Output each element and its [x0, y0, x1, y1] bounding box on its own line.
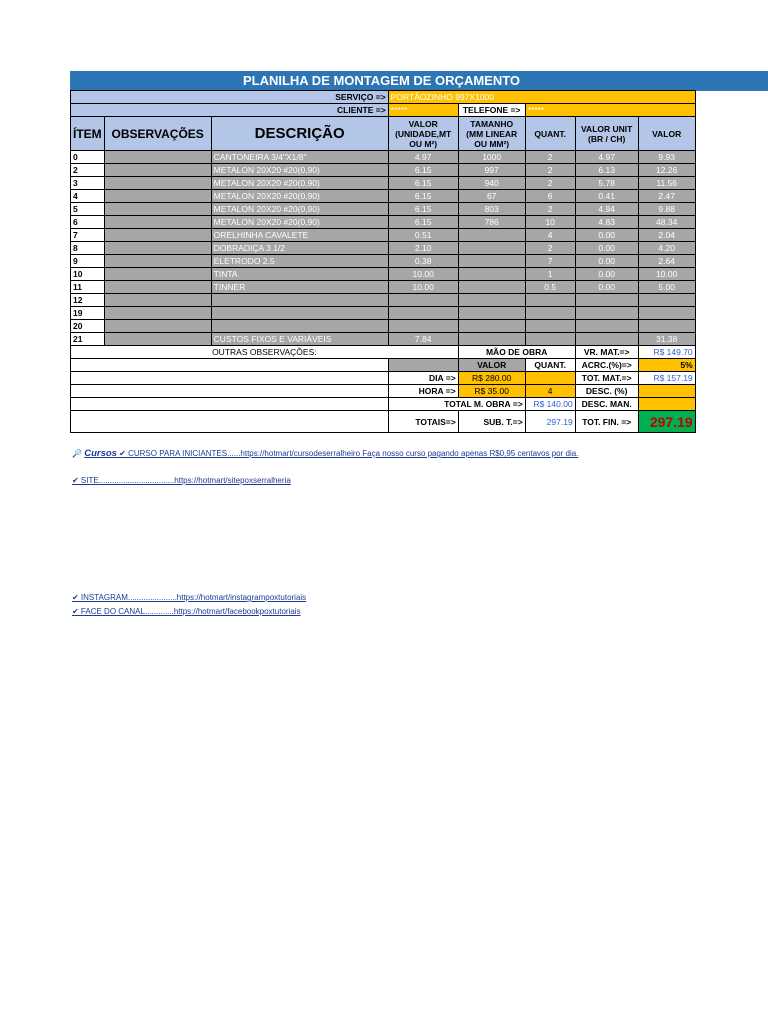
cell-tam[interactable]: 67 — [458, 190, 525, 203]
sub-t-value: 297.19 — [525, 411, 575, 433]
cell-vu[interactable] — [388, 320, 458, 333]
servico-field[interactable]: PORTÃOZINHO 997X1000 — [388, 91, 695, 104]
cell-vunit[interactable] — [575, 307, 638, 320]
header-valor-unit: VALOR UNIT (BR / CH) — [575, 117, 638, 151]
cell-q[interactable] — [525, 333, 575, 346]
cell-q[interactable]: 2 — [525, 203, 575, 216]
cell-q[interactable]: 2 — [525, 242, 575, 255]
cell-item: 5 — [71, 203, 105, 216]
cell-vunit[interactable]: 0.00 — [575, 268, 638, 281]
vr-mat-value: R$ 149.70 — [638, 346, 695, 359]
cell-vu[interactable] — [388, 307, 458, 320]
total-mo-value: R$ 140.00 — [525, 398, 575, 411]
cliente-label: CLIENTE => — [71, 104, 389, 117]
cell-q[interactable]: 1 — [525, 268, 575, 281]
table-row — [71, 242, 696, 255]
cell-valor[interactable]: 11.56 — [638, 177, 695, 190]
dia-field[interactable]: R$ 280.00 — [458, 372, 525, 385]
cell-valor[interactable]: 2.64 — [638, 255, 695, 268]
cell-desc[interactable]: ELETRODO 2.5 — [211, 255, 388, 268]
cell-obs[interactable] — [104, 216, 211, 229]
header-desc: DESCRIÇÃO — [211, 117, 388, 151]
cell-item: 6 — [71, 216, 105, 229]
cell-obs[interactable] — [104, 242, 211, 255]
cell-vu[interactable]: 10.00 — [388, 268, 458, 281]
table-row — [71, 307, 696, 320]
cell-q[interactable]: 7 — [525, 255, 575, 268]
cell-vu[interactable]: 10.00 — [388, 281, 458, 294]
cell-obs[interactable] — [104, 333, 211, 346]
cell-vunit[interactable] — [575, 333, 638, 346]
table-row — [71, 190, 696, 203]
item-rows — [71, 151, 696, 346]
cell-vunit[interactable]: 6.13 — [575, 164, 638, 177]
cell-vunit[interactable]: 0.00 — [575, 229, 638, 242]
cell-vu[interactable] — [388, 294, 458, 307]
cell-item: 4 — [71, 190, 105, 203]
header-row — [71, 117, 696, 151]
cell-vunit[interactable] — [575, 294, 638, 307]
cell-tam[interactable]: 940 — [458, 177, 525, 190]
cell-valor[interactable]: 2.47 — [638, 190, 695, 203]
cursos-link[interactable]: ✔ CURSO PARA INICIANTES......https://hotmart/cursodeserralheiro Faça nosso curso pagando apenas R$0,95 centavos por dia. — [119, 449, 579, 458]
site-line[interactable] — [72, 476, 291, 485]
instagram-line[interactable] — [72, 593, 306, 602]
cliente-field[interactable]: ***** — [388, 104, 458, 117]
cell-desc[interactable] — [211, 320, 388, 333]
cell-valor[interactable]: 9.93 — [638, 151, 695, 164]
cell-tam[interactable]: 803 — [458, 203, 525, 216]
cell-tam[interactable] — [458, 242, 525, 255]
cell-vunit[interactable]: 0.00 — [575, 281, 638, 294]
cell-q[interactable]: 2 — [525, 164, 575, 177]
cell-vu[interactable]: 0.51 — [388, 229, 458, 242]
header-item: ÍTEM — [71, 117, 105, 151]
table-row — [71, 177, 696, 190]
cell-q[interactable]: 10 — [525, 216, 575, 229]
vr-mat-label: VR. MAT.=> — [575, 346, 638, 359]
tot-mat-label: TOT. MAT.=> — [575, 372, 638, 385]
cell-desc[interactable]: TINNER — [211, 281, 388, 294]
search-icon: 🔎 — [72, 449, 82, 458]
cell-vunit[interactable]: 4.83 — [575, 216, 638, 229]
cell-valor[interactable] — [638, 320, 695, 333]
table-row — [71, 281, 696, 294]
cell-obs[interactable] — [104, 294, 211, 307]
obs-line-2[interactable] — [71, 372, 389, 385]
cell-valor[interactable]: 4.20 — [638, 242, 695, 255]
cell-vunit[interactable]: 4.94 — [575, 203, 638, 216]
cell-obs[interactable] — [104, 255, 211, 268]
cell-obs[interactable] — [104, 190, 211, 203]
cell-item: 21 — [71, 333, 105, 346]
cell-desc[interactable]: METALON 20X20 #20(0,90) — [211, 190, 388, 203]
hora-label: HORA => — [388, 385, 458, 398]
cell-obs[interactable] — [104, 177, 211, 190]
obs-line-1[interactable] — [71, 359, 389, 372]
telefone-field[interactable]: ***** — [525, 104, 695, 117]
servico-label: SERVIÇO => — [335, 92, 386, 102]
cell-desc[interactable]: METALON 20X20 #20(0,90) — [211, 216, 388, 229]
obs-line-3[interactable] — [71, 385, 389, 398]
cell-tam[interactable] — [458, 307, 525, 320]
cell-vu[interactable]: 7.84 — [388, 333, 458, 346]
cell-valor[interactable] — [638, 294, 695, 307]
cell-tam[interactable] — [458, 255, 525, 268]
table-row — [71, 164, 696, 177]
obs-line-4[interactable] — [71, 398, 389, 411]
cell-vunit[interactable]: 4.97 — [575, 151, 638, 164]
cell-vu[interactable]: 6.15 — [388, 177, 458, 190]
tot-mat-value: R$ 157.19 — [638, 372, 695, 385]
cell-tam[interactable]: 786 — [458, 216, 525, 229]
servico-label-cell — [71, 91, 389, 104]
summary-row-2 — [71, 359, 696, 372]
cell-item: 3 — [71, 177, 105, 190]
dia-label: DIA => — [388, 372, 458, 385]
servico-row — [71, 91, 696, 104]
cell-desc[interactable] — [211, 307, 388, 320]
cell-valor[interactable]: 5.00 — [638, 281, 695, 294]
cell-vunit[interactable] — [575, 320, 638, 333]
cell-desc[interactable]: CUSTOS FIXOS E VARIÁVEIS — [211, 333, 388, 346]
header-valor-unid: VALOR (UNIDADE,MT OU M²) — [388, 117, 458, 151]
obs-line-5[interactable] — [71, 411, 389, 433]
cell-desc[interactable]: METALON 20X20 #20(0,90) — [211, 177, 388, 190]
summary-row-6 — [71, 411, 696, 433]
title-banner — [70, 71, 768, 91]
cell-vu[interactable]: 4.97 — [388, 151, 458, 164]
quant-label: QUANT. — [525, 359, 575, 372]
table-row — [71, 203, 696, 216]
cell-obs[interactable] — [104, 151, 211, 164]
desc-man-label: DESC. MAN. — [575, 398, 638, 411]
cell-desc[interactable]: ORELHINHA CAVALETE — [211, 229, 388, 242]
cell-item: 12 — [71, 294, 105, 307]
face-line[interactable] — [72, 607, 301, 616]
cell-desc[interactable]: DOBRADIÇA 3.1/2 — [211, 242, 388, 255]
outras-obs-label: OUTRAS OBSERVAÇÕES: — [71, 346, 459, 359]
page-title: PLANILHA DE MONTAGEM DE ORÇAMENTO — [242, 73, 521, 88]
cell-vu[interactable]: 6.15 — [388, 216, 458, 229]
cell-desc[interactable]: TINTA — [211, 268, 388, 281]
table-row — [71, 320, 696, 333]
cell-q[interactable] — [525, 294, 575, 307]
cliente-row — [71, 104, 696, 117]
cell-vunit[interactable]: 0.00 — [575, 255, 638, 268]
valor-label: VALOR — [458, 359, 525, 372]
table-row — [71, 229, 696, 242]
cell-vunit[interactable]: 0.00 — [575, 242, 638, 255]
table-row — [71, 268, 696, 281]
cell-q[interactable]: 6 — [525, 190, 575, 203]
cell-valor[interactable]: 10.00 — [638, 268, 695, 281]
cell-tam[interactable] — [458, 229, 525, 242]
cell-valor[interactable]: 48.34 — [638, 216, 695, 229]
cell-tam[interactable] — [458, 320, 525, 333]
cell-tam[interactable] — [458, 281, 525, 294]
cell-item: 8 — [71, 242, 105, 255]
cell-desc[interactable] — [211, 294, 388, 307]
cell-q[interactable] — [525, 320, 575, 333]
cell-valor[interactable]: 12.26 — [638, 164, 695, 177]
mao-de-obra-label: MÃO DE OBRA — [458, 346, 575, 359]
cell-obs[interactable] — [104, 307, 211, 320]
cell-q[interactable]: 2 — [525, 151, 575, 164]
cell-item: 7 — [71, 229, 105, 242]
cell-item: 2 — [71, 164, 105, 177]
facebook-link[interactable]: ✔ FACE DO CANAL.............https://hotmart/facebookpoxtutoriais — [72, 607, 301, 616]
totais-label: TOTAIS=> — [388, 411, 458, 433]
cell-item: 0 — [71, 151, 105, 164]
cell-vu[interactable]: 0.38 — [388, 255, 458, 268]
instagram-link[interactable]: ✔ INSTAGRAM......................https://hotmart/instagrampoxtutoriais — [72, 593, 307, 602]
header-valor: VALOR — [638, 117, 695, 151]
cell-vunit[interactable]: 0.41 — [575, 190, 638, 203]
cell-desc[interactable]: METALON 20X20 #20(0,90) — [211, 203, 388, 216]
table-row — [71, 333, 696, 346]
desc-field[interactable] — [638, 385, 695, 398]
summary-grey-1 — [388, 359, 458, 372]
cell-valor[interactable] — [638, 307, 695, 320]
total-mo-label: TOTAL M. OBRA => — [388, 398, 525, 411]
cell-tam[interactable] — [458, 333, 525, 346]
tot-fin-value: 297.19 — [638, 411, 695, 433]
cell-vu[interactable]: 6.15 — [388, 203, 458, 216]
cell-item: 20 — [71, 320, 105, 333]
header-obs: OBSERVAÇÕES — [104, 117, 211, 151]
cell-obs[interactable] — [104, 268, 211, 281]
cursos-word: Cursos — [84, 448, 117, 459]
summary-row-3 — [71, 372, 696, 385]
desc-label: DESC. (%) — [575, 385, 638, 398]
cell-q[interactable] — [525, 307, 575, 320]
cell-q[interactable]: 4 — [525, 229, 575, 242]
cell-tam[interactable] — [458, 294, 525, 307]
table-row — [71, 255, 696, 268]
desc-man-field[interactable] — [638, 398, 695, 411]
table-row — [71, 216, 696, 229]
header-quant: QUANT. — [525, 117, 575, 151]
acrc-field[interactable]: 5% — [638, 359, 695, 372]
cell-obs[interactable] — [104, 229, 211, 242]
cell-item: 11 — [71, 281, 105, 294]
dia-quant-field[interactable] — [525, 372, 575, 385]
cursos-line[interactable] — [72, 448, 578, 459]
cell-obs[interactable] — [104, 203, 211, 216]
table-row — [71, 151, 696, 164]
summary-row-4 — [71, 385, 696, 398]
cell-item: 9 — [71, 255, 105, 268]
acrc-label: ACRC.(%)=> — [575, 359, 638, 372]
cell-desc[interactable]: CANTONEIRA 3/4"X1/8" — [211, 151, 388, 164]
cell-desc[interactable]: METALON 20X20 #20(0,90) — [211, 164, 388, 177]
cell-tam[interactable]: 997 — [458, 164, 525, 177]
cell-tam[interactable]: 1000 — [458, 151, 525, 164]
cell-obs[interactable] — [104, 281, 211, 294]
cell-item: 19 — [71, 307, 105, 320]
header-tamanho: TAMANHO (MM LINEAR OU MM²) — [458, 117, 525, 151]
cell-valor[interactable]: 9.88 — [638, 203, 695, 216]
cell-vu[interactable]: 2.10 — [388, 242, 458, 255]
cell-valor[interactable]: 31.38 — [638, 333, 695, 346]
site-link[interactable]: ✔ SITE..................................https://hotmart/sitepoxserralheria — [72, 476, 291, 485]
cell-item: 10 — [71, 268, 105, 281]
summary-row-1 — [71, 346, 696, 359]
telefone-label: TELEFONE => — [458, 104, 525, 117]
cell-obs[interactable] — [104, 320, 211, 333]
summary-row-5 — [71, 398, 696, 411]
cell-tam[interactable] — [458, 268, 525, 281]
sub-t-label: SUB. T.=> — [458, 411, 525, 433]
cell-valor[interactable]: 2.04 — [638, 229, 695, 242]
cell-q[interactable]: 0.5 — [525, 281, 575, 294]
budget-sheet — [70, 90, 696, 433]
table-row — [71, 294, 696, 307]
tot-fin-label: TOT. FIN. => — [575, 411, 638, 433]
cell-q[interactable]: 2 — [525, 177, 575, 190]
hora-quant-field[interactable]: 4 — [525, 385, 575, 398]
cell-vu[interactable]: 6.15 — [388, 164, 458, 177]
cell-obs[interactable] — [104, 164, 211, 177]
cell-vunit[interactable]: 5.78 — [575, 177, 638, 190]
hora-field[interactable]: R$ 35.00 — [458, 385, 525, 398]
cell-vu[interactable]: 6.15 — [388, 190, 458, 203]
